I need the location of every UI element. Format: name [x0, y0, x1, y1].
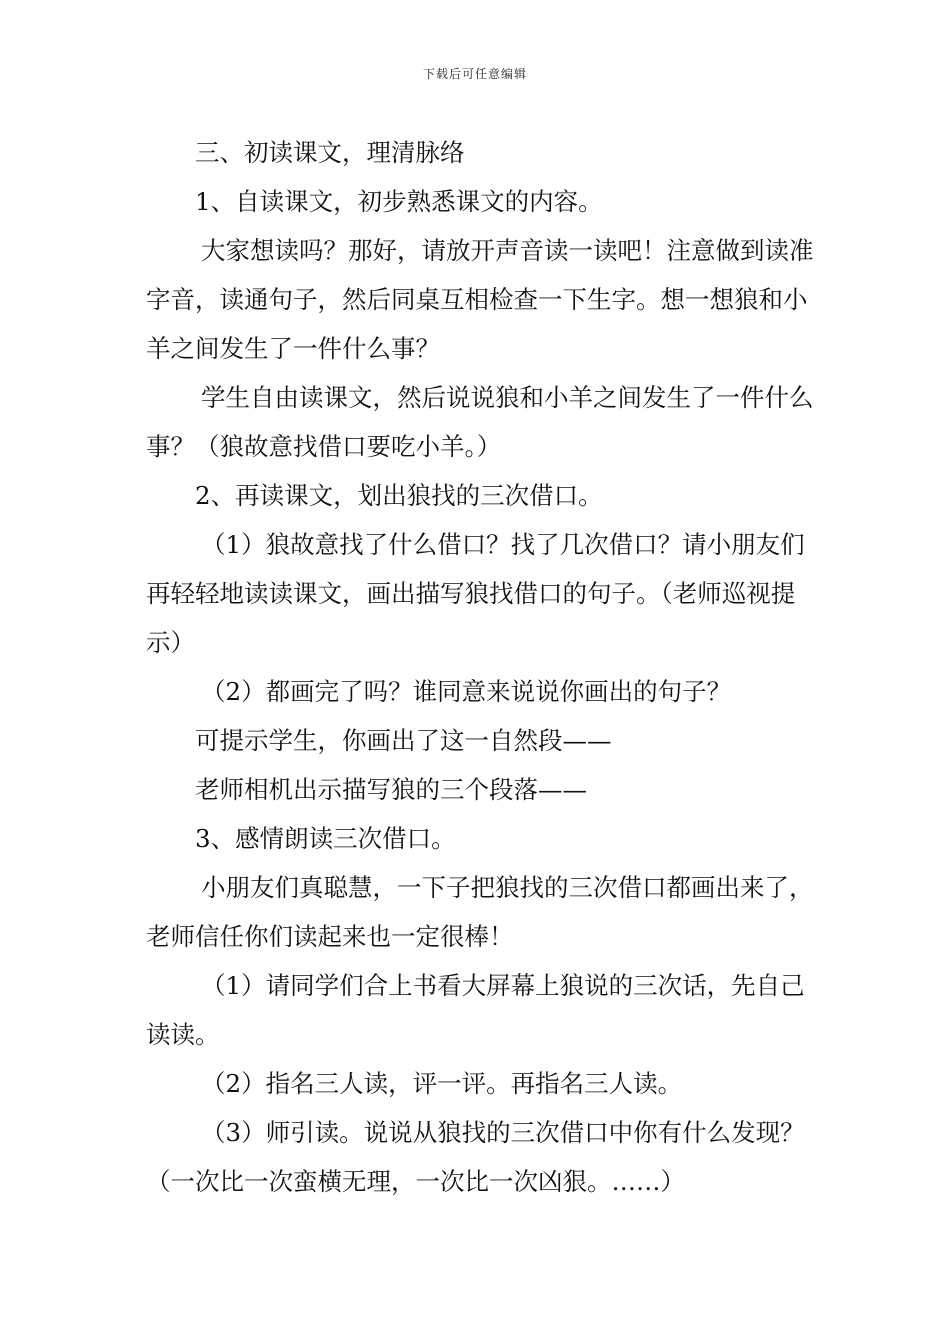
paragraph-teacher-shows: 老师相机出示描写狼的三个段落—— — [195, 775, 587, 804]
paragraph-sub-2: （2）指名三人读，评一评。再指名三人读。 — [201, 1069, 683, 1098]
paragraph-question-1: （1）狼故意找了什么借口？找了几次借口？请小朋友们再轻轻地读读课文，画出描写狼找借口的句子。（老师巡视提示） — [146, 530, 805, 657]
paragraph-sub-1: （1）请同学们合上书看大屏幕上狼说的三次话，先自己读读。 — [146, 971, 805, 1049]
paragraph-read-aloud: 大家想读吗？那好，请放开声音读一读吧！注意做到读准字音，读通句子，然后同桌互相检查一下生字。想一想狼和小羊之间发生了一件什么事？ — [146, 236, 814, 363]
paragraph-students-read: 学生自由读课文，然后说说狼和小羊之间发生了一件什么事？（狼故意找借口要吃小羊。） — [146, 383, 814, 461]
paragraph-hint: 可提示学生，你画出了这一自然段—— — [195, 726, 612, 755]
step-1-heading: 1、自读课文，初步熟悉课文的内容。 — [195, 187, 603, 216]
page-header-note: 下载后可任意编辑 — [422, 67, 527, 81]
paragraph-sub-3: （3）师引读。说说从狼找的三次借口中你有什么发现？ — [201, 1118, 805, 1147]
section-heading: 三、初读课文，理清脉络 — [195, 138, 465, 167]
paragraph-sub-3-answer: （一次比一次蛮横无理，一次比一次凶狠。……） — [146, 1167, 685, 1196]
step-2-heading: 2、再读课文，划出狼找的三次借口。 — [195, 481, 603, 510]
paragraph-question-2: （2）都画完了吗？谁同意来说说你画出的句子？ — [201, 677, 732, 706]
paragraph-praise: 小朋友们真聪慧，一下子把狼找的三次借口都画出来了，老师信任你们读起来也一定很棒！ — [146, 873, 814, 951]
document-body — [146, 128, 828, 1206]
step-3-heading: 3、感情朗读三次借口。 — [195, 824, 456, 853]
